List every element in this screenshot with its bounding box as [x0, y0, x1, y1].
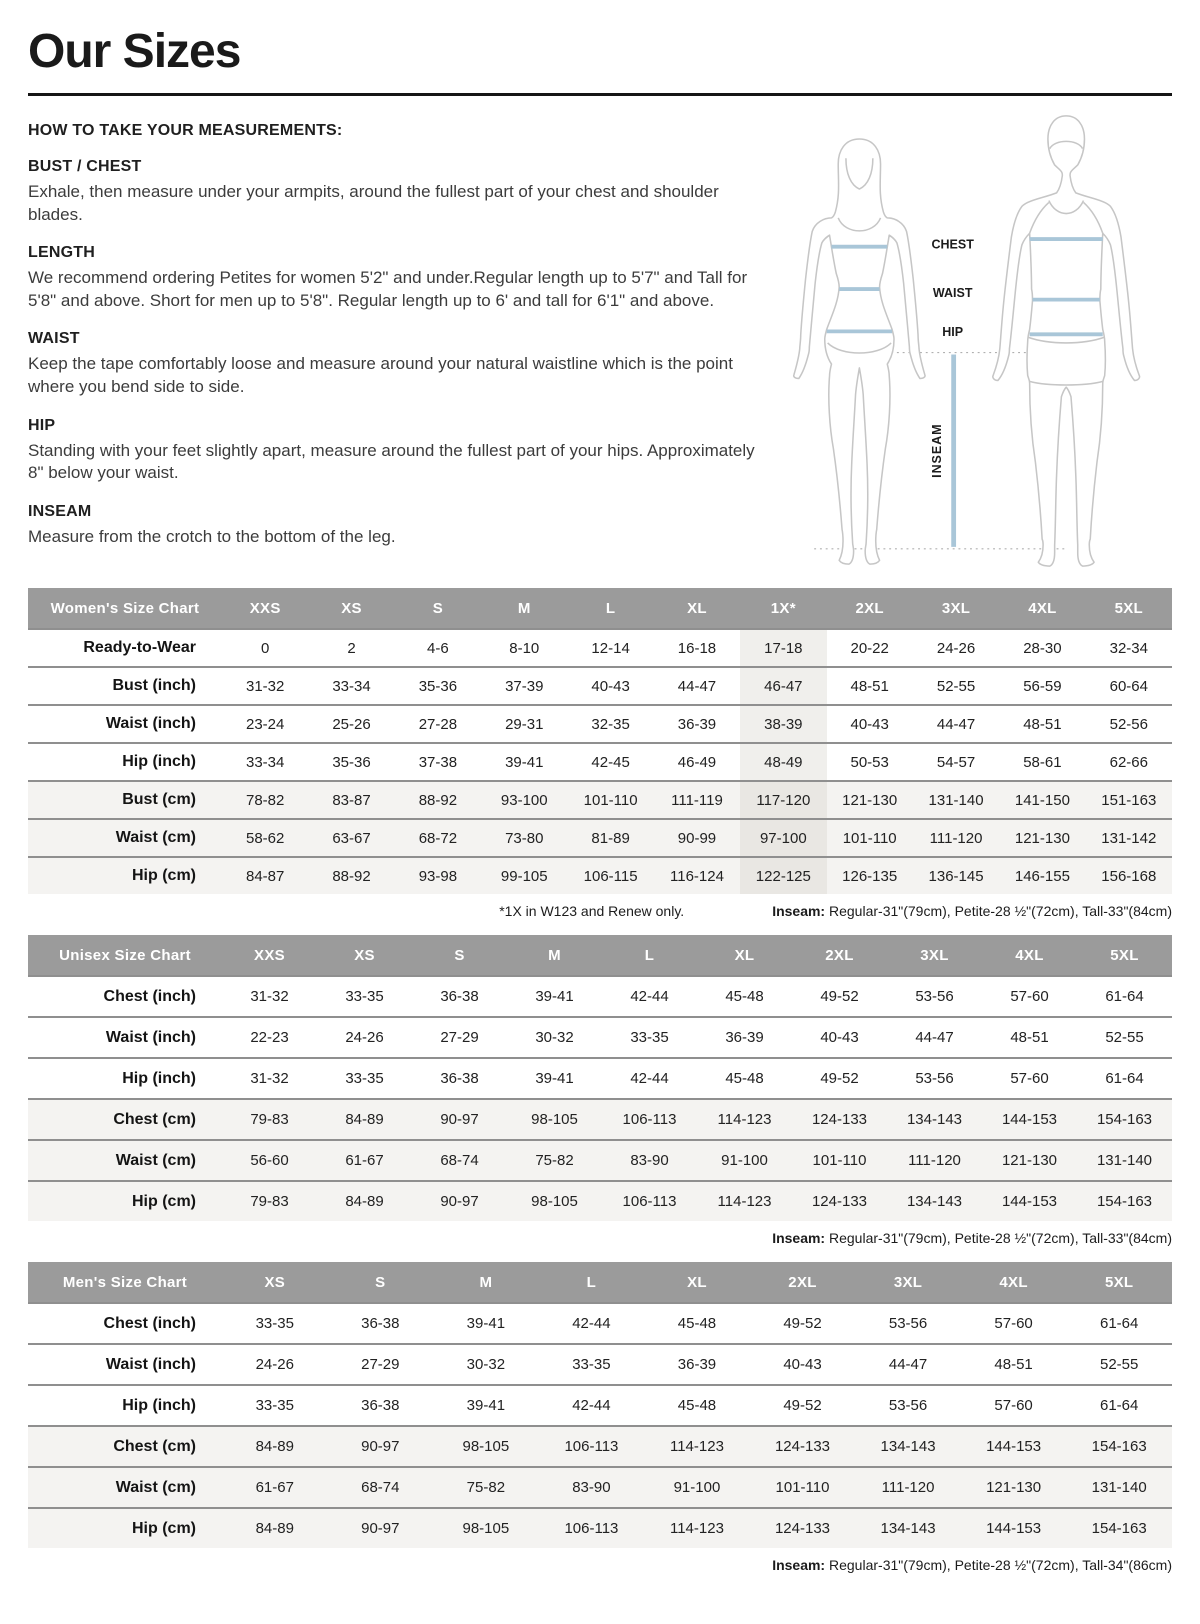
size-cell: 121-130	[999, 819, 1085, 857]
size-cell: 48-49	[740, 743, 826, 781]
row-label: Chest (inch)	[103, 1314, 196, 1332]
size-cell: 46-49	[677, 753, 717, 771]
size-column-header: XS	[308, 588, 394, 629]
size-cell: 111-120	[887, 1140, 982, 1181]
size-cell: 39-41	[535, 988, 574, 1005]
size-column-header: XS	[317, 935, 412, 976]
size-cell: 141-150	[999, 781, 1085, 819]
male-figure-outline	[993, 116, 1140, 566]
size-cell: 58-62	[222, 819, 308, 857]
size-cell: 93-100	[481, 781, 567, 819]
size-cell: 30-32	[466, 1356, 506, 1373]
row-label: Hip (inch)	[122, 753, 196, 770]
size-cell: 124-133	[750, 1426, 856, 1467]
section-title-length: LENGTH	[28, 244, 95, 262]
size-cell: 4-6	[427, 639, 449, 657]
size-cell: 2	[347, 639, 356, 657]
size-column-header: S	[395, 588, 481, 629]
size-cell: 101-110	[827, 819, 913, 857]
hip-label: HIP	[942, 325, 964, 340]
size-cell: 49-52	[783, 1397, 822, 1414]
size-cell: 24-26	[345, 1029, 384, 1046]
size-cell: 33-35	[345, 1070, 384, 1087]
section-body-waist: Keep the tape comfortably loose and measure around your natural waistline which is the point where you bend side to side.	[28, 354, 733, 397]
size-cell: 57-60	[994, 1315, 1033, 1332]
male-silhouette	[993, 116, 1140, 566]
table-row	[28, 857, 1172, 894]
size-cell: 131-142	[1086, 819, 1172, 857]
female-figure-outline	[794, 139, 925, 564]
size-cell: 88-92	[395, 781, 481, 819]
row-label: Chest (cm)	[28, 1099, 222, 1140]
size-cell: 136-145	[913, 857, 999, 894]
size-column-header: 2XL	[750, 1262, 856, 1303]
size-cell: 154-163	[1066, 1426, 1172, 1467]
size-cell: 37-39	[505, 677, 544, 695]
size-cell: 134-143	[855, 1426, 961, 1467]
size-cell: 40-43	[591, 677, 630, 695]
size-cell: 52-55	[936, 677, 976, 695]
size-column-header: L	[602, 935, 697, 976]
size-cell: 50-53	[850, 753, 889, 771]
size-cell: 33-35	[630, 1029, 669, 1046]
size-cell: 61-67	[222, 1467, 328, 1508]
size-cell: 61-64	[1100, 1315, 1139, 1332]
size-cell: 33-35	[345, 988, 384, 1005]
size-cell: 37-38	[418, 753, 458, 771]
size-cell: 44-47	[936, 715, 976, 733]
row-label: Hip (cm)	[28, 1508, 222, 1548]
size-cell: 31-32	[250, 988, 289, 1005]
size-cell: 154-163	[1077, 1181, 1172, 1221]
table-title: Unisex Size Chart	[28, 935, 222, 976]
size-cell: 88-92	[308, 857, 394, 894]
table-row	[28, 1099, 1172, 1140]
size-cell: 42-44	[630, 988, 669, 1005]
size-column-header: M	[481, 588, 567, 629]
size-cell: 42-44	[572, 1397, 611, 1414]
size-cell: 33-35	[255, 1397, 294, 1414]
section-body-inseam: Measure from the crotch to the bottom of the leg.	[28, 526, 396, 546]
table-row	[28, 781, 1172, 819]
size-column-header: 2XL	[792, 935, 887, 976]
table-row	[28, 976, 1172, 1017]
body-measurement-illustration	[768, 110, 1172, 572]
size-cell: 36-39	[677, 1356, 717, 1373]
size-cell: 25-26	[332, 715, 371, 733]
size-cell: 144-153	[982, 1181, 1077, 1221]
size-cell: 48-51	[1023, 715, 1062, 733]
size-column-header: 3XL	[887, 935, 982, 976]
size-cell: 98-105	[507, 1099, 602, 1140]
size-cell: 90-97	[412, 1099, 507, 1140]
table-row	[28, 1344, 1172, 1385]
row-label: Waist (inch)	[105, 1355, 196, 1373]
size-cell: 154-163	[1066, 1508, 1172, 1548]
section-title-inseam: INSEAM	[28, 502, 92, 520]
size-cell: 84-87	[222, 857, 308, 894]
size-cell: 116-124	[654, 857, 740, 894]
table-footnote: Inseam: Regular-31"(79cm), Petite-28 ½"(72cm), Tall-33"(84cm)	[772, 903, 1172, 919]
row-label: Hip (inch)	[122, 1069, 196, 1087]
size-cell: 42-45	[591, 753, 630, 771]
size-cell: 35-36	[332, 753, 371, 771]
unisex-chart-footnotes	[28, 1230, 1172, 1246]
size-cell: 36-38	[440, 1070, 479, 1087]
size-cell: 40-43	[820, 1029, 859, 1046]
size-cell: 17-18	[740, 629, 826, 667]
table-row	[28, 1058, 1172, 1099]
size-column-header: 5XL	[1077, 935, 1172, 976]
size-cell: 36-38	[440, 988, 479, 1005]
size-cell: 156-168	[1086, 857, 1172, 894]
size-cell: 32-35	[591, 715, 630, 733]
size-cell: 33-34	[332, 677, 371, 695]
row-label: Waist (inch)	[105, 1028, 196, 1046]
size-cell: 124-133	[792, 1181, 887, 1221]
size-cell: 44-47	[915, 1029, 954, 1046]
size-cell: 36-39	[677, 715, 717, 733]
size-column-header: XL	[697, 935, 792, 976]
size-cell: 53-56	[888, 1315, 928, 1332]
table-row	[28, 667, 1172, 705]
size-guide-page	[0, 24, 1200, 1573]
size-cell: 97-100	[740, 819, 826, 857]
table-row	[28, 705, 1172, 743]
size-cell: 79-83	[222, 1181, 317, 1221]
size-cell: 154-163	[1077, 1099, 1172, 1140]
size-cell: 39-41	[466, 1315, 506, 1332]
size-cell: 40-43	[783, 1356, 822, 1373]
size-cell: 38-39	[740, 705, 826, 743]
size-cell: 68-74	[328, 1467, 434, 1508]
size-column-header: 4XL	[999, 588, 1085, 629]
size-cell: 61-64	[1105, 1070, 1144, 1087]
size-column-header: 2XL	[827, 588, 913, 629]
size-cell: 44-47	[888, 1356, 928, 1373]
size-cell: 45-48	[677, 1397, 717, 1414]
size-cell: 111-119	[654, 781, 740, 819]
size-cell: 90-97	[412, 1181, 507, 1221]
size-column-header: M	[507, 935, 602, 976]
size-cell: 134-143	[855, 1508, 961, 1548]
size-cell: 24-26	[936, 639, 976, 657]
size-cell: 36-39	[725, 1029, 764, 1046]
size-cell: 134-143	[887, 1099, 982, 1140]
size-cell: 39-41	[466, 1397, 506, 1414]
size-cell: 62-66	[1109, 753, 1148, 771]
row-label: Hip (inch)	[122, 1396, 196, 1414]
size-cell: 57-60	[1010, 988, 1049, 1005]
table-row	[28, 629, 1172, 667]
size-cell: 48-51	[850, 677, 889, 695]
size-cell: 101-110	[792, 1140, 887, 1181]
size-column-header: S	[412, 935, 507, 976]
size-cell: 84-89	[222, 1426, 328, 1467]
size-cell: 101-110	[567, 781, 653, 819]
table-footnote: *1X in W123 and Renew only.	[499, 903, 685, 919]
row-label: Hip (cm)	[28, 1181, 222, 1221]
size-cell: 29-31	[505, 715, 544, 733]
size-cell: 117-120	[740, 781, 826, 819]
size-cell: 131-140	[913, 781, 999, 819]
size-cell: 36-38	[361, 1397, 400, 1414]
female-silhouette	[794, 139, 925, 564]
size-cell: 33-35	[255, 1315, 294, 1332]
table-row	[28, 1017, 1172, 1058]
size-cell: 27-29	[440, 1029, 479, 1046]
instructions-heading: HOW TO TAKE YOUR MEASUREMENTS:	[28, 122, 343, 139]
table-row	[28, 1467, 1172, 1508]
size-cell: 146-155	[999, 857, 1085, 894]
row-label: Ready-to-Wear	[83, 639, 196, 656]
size-cell: 12-14	[591, 639, 630, 657]
size-cell: 52-55	[1100, 1356, 1139, 1373]
page-title: Our Sizes	[28, 25, 241, 78]
size-cell: 44-47	[677, 677, 717, 695]
size-cell: 40-43	[850, 715, 889, 733]
size-cell: 0	[261, 639, 270, 657]
size-cell: 22-23	[250, 1029, 289, 1046]
measurement-diagram	[768, 108, 1172, 572]
size-column-header: 4XL	[982, 935, 1077, 976]
size-cell: 48-51	[994, 1356, 1033, 1373]
row-label: Chest (inch)	[103, 987, 196, 1005]
size-cell: 106-113	[539, 1426, 645, 1467]
size-cell: 114-123	[644, 1426, 750, 1467]
size-cell: 33-34	[245, 753, 285, 771]
size-cell: 52-55	[1105, 1029, 1144, 1046]
size-column-header: 3XL	[855, 1262, 961, 1303]
size-cell: 75-82	[433, 1467, 539, 1508]
size-cell: 39-41	[535, 1070, 574, 1087]
table-row	[28, 1181, 1172, 1221]
womens-chart-footnotes	[28, 903, 1172, 919]
size-cell: 49-52	[820, 1070, 859, 1087]
size-column-header: L	[567, 588, 653, 629]
measurement-instructions	[28, 108, 768, 550]
unisex-size-chart-table	[28, 935, 1172, 1221]
table-title: Men's Size Chart	[28, 1262, 222, 1303]
table-row	[28, 819, 1172, 857]
size-cell: 98-105	[433, 1508, 539, 1548]
size-cell: 75-82	[507, 1140, 602, 1181]
size-cell: 27-29	[361, 1356, 400, 1373]
size-cell: 45-48	[677, 1315, 717, 1332]
size-column-header: M	[433, 1262, 539, 1303]
size-column-header: 4XL	[961, 1262, 1067, 1303]
size-cell: 91-100	[697, 1140, 792, 1181]
size-cell: 106-113	[539, 1508, 645, 1548]
size-cell: 131-140	[1077, 1140, 1172, 1181]
size-cell: 144-153	[961, 1426, 1067, 1467]
size-cell: 20-22	[850, 639, 889, 657]
size-cell: 32-34	[1109, 639, 1148, 657]
size-cell: 121-130	[982, 1140, 1077, 1181]
size-cell: 144-153	[982, 1099, 1077, 1140]
size-cell: 114-123	[697, 1181, 792, 1221]
size-cell: 31-32	[250, 1070, 289, 1087]
size-column-header: 5XL	[1066, 1262, 1172, 1303]
size-cell: 53-56	[915, 988, 954, 1005]
size-cell: 121-130	[961, 1467, 1067, 1508]
size-cell: 84-89	[317, 1099, 412, 1140]
size-cell: 49-52	[783, 1315, 822, 1332]
size-cell: 53-56	[915, 1070, 954, 1087]
size-cell: 106-115	[567, 857, 653, 894]
table-row	[28, 1426, 1172, 1467]
size-column-header: XL	[654, 588, 740, 629]
table-row	[28, 1508, 1172, 1548]
size-cell: 45-48	[725, 988, 764, 1005]
size-cell: 54-57	[936, 753, 976, 771]
size-column-header: XXS	[222, 935, 317, 976]
size-column-header: XXS	[222, 588, 308, 629]
size-cell: 57-60	[994, 1397, 1033, 1414]
size-cell: 98-105	[507, 1181, 602, 1221]
size-cell: 90-99	[654, 819, 740, 857]
size-cell: 134-143	[887, 1181, 982, 1221]
table-row	[28, 1303, 1172, 1344]
size-cell: 53-56	[888, 1397, 928, 1414]
top-section	[28, 108, 1172, 572]
size-cell: 121-130	[827, 781, 913, 819]
size-cell: 101-110	[750, 1467, 856, 1508]
size-cell: 84-89	[222, 1508, 328, 1548]
size-cell: 68-74	[412, 1140, 507, 1181]
row-label: Hip (cm)	[28, 857, 222, 894]
row-label: Waist (inch)	[105, 715, 196, 732]
size-cell: 8-10	[509, 639, 540, 657]
size-cell: 83-90	[602, 1140, 697, 1181]
waist-label: WAIST	[932, 285, 973, 300]
size-cell: 39-41	[505, 753, 544, 771]
row-label: Waist (cm)	[28, 1467, 222, 1508]
size-cell: 131-140	[1066, 1467, 1172, 1508]
size-cell: 61-64	[1105, 988, 1144, 1005]
size-cell: 106-113	[602, 1099, 697, 1140]
size-cell: 36-38	[361, 1315, 400, 1332]
size-cell: 57-60	[1010, 1070, 1049, 1087]
size-cell: 61-67	[317, 1140, 412, 1181]
size-cell: 42-44	[572, 1315, 611, 1332]
size-cell: 79-83	[222, 1099, 317, 1140]
size-cell: 122-125	[740, 857, 826, 894]
size-cell: 27-28	[418, 715, 458, 733]
size-cell: 84-89	[317, 1181, 412, 1221]
size-cell: 58-61	[1023, 753, 1062, 771]
size-column-header: XS	[222, 1262, 328, 1303]
inseam-label: INSEAM	[930, 423, 945, 478]
table-row	[28, 1140, 1172, 1181]
size-cell: 151-163	[1086, 781, 1172, 819]
size-cell: 114-123	[644, 1508, 750, 1548]
size-column-header: 3XL	[913, 588, 999, 629]
size-cell: 56-59	[1023, 677, 1062, 695]
size-cell: 83-90	[539, 1467, 645, 1508]
size-cell: 23-24	[245, 715, 285, 733]
size-cell: 90-97	[328, 1508, 434, 1548]
size-cell: 114-123	[697, 1099, 792, 1140]
size-cell: 61-64	[1100, 1397, 1139, 1414]
size-cell: 90-97	[328, 1426, 434, 1467]
size-cell: 106-113	[602, 1181, 697, 1221]
size-cell: 124-133	[792, 1099, 887, 1140]
section-body-hip: Standing with your feet slightly apart, measure around the fullest part of your hips. Approximately 8" below your waist.	[28, 440, 755, 483]
size-cell: 33-35	[572, 1356, 611, 1373]
size-cell: 98-105	[433, 1426, 539, 1467]
row-label: Waist (cm)	[28, 1140, 222, 1181]
size-cell: 93-98	[395, 857, 481, 894]
size-column-header: 1X*	[740, 588, 826, 629]
size-column-header: 5XL	[1086, 588, 1172, 629]
size-cell: 52-56	[1109, 715, 1148, 733]
size-cell: 81-89	[567, 819, 653, 857]
row-label: Chest (cm)	[28, 1426, 222, 1467]
size-cell: 35-36	[418, 677, 458, 695]
size-cell: 24-26	[255, 1356, 294, 1373]
size-cell: 49-52	[820, 988, 859, 1005]
size-cell: 144-153	[961, 1508, 1067, 1548]
size-cell: 73-80	[481, 819, 567, 857]
size-cell: 63-67	[308, 819, 394, 857]
size-cell: 83-87	[308, 781, 394, 819]
size-cell: 111-120	[855, 1467, 961, 1508]
size-cell: 68-72	[395, 819, 481, 857]
size-cell: 60-64	[1109, 677, 1148, 695]
section-title-waist: WAIST	[28, 330, 80, 348]
mens-size-chart-table	[28, 1262, 1172, 1548]
section-title-hip: HIP	[28, 416, 56, 434]
chest-label: CHEST	[931, 237, 974, 252]
size-cell: 31-32	[245, 677, 285, 695]
size-cell: 30-32	[535, 1029, 574, 1046]
size-column-header: XL	[644, 1262, 750, 1303]
size-cell: 56-60	[222, 1140, 317, 1181]
table-footnote: Inseam: Regular-31"(79cm), Petite-28 ½"(72cm), Tall-33"(84cm)	[772, 1230, 1172, 1246]
row-label: Waist (cm)	[28, 819, 222, 857]
table-row	[28, 743, 1172, 781]
mens-chart-footnotes	[28, 1557, 1172, 1573]
size-cell: 28-30	[1023, 639, 1062, 657]
section-title-bust-chest: BUST / CHEST	[28, 158, 142, 175]
table-row	[28, 1385, 1172, 1426]
size-cell: 48-51	[1010, 1029, 1049, 1046]
size-cell: 126-135	[827, 857, 913, 894]
size-cell: 46-47	[740, 667, 826, 705]
table-title: Women's Size Chart	[28, 588, 222, 629]
womens-size-chart-table	[28, 588, 1172, 894]
row-label: Bust (inch)	[112, 677, 196, 694]
size-cell: 45-48	[725, 1070, 764, 1087]
section-body-bust-chest: Exhale, then measure under your armpits, around the fullest part of your chest and shoulder blades.	[28, 182, 719, 224]
size-cell: 111-120	[913, 819, 999, 857]
size-column-header: S	[328, 1262, 434, 1303]
size-cell: 16-18	[677, 639, 717, 657]
row-label: Bust (cm)	[28, 781, 222, 819]
section-body-length: We recommend ordering Petites for women 5'2" and under.Regular length up to 5'7" and Tall for 5'8" and above. Short for men up to 5'8". Regular length up to 6' and tall for 6'1" and above.	[28, 268, 748, 310]
size-cell: 42-44	[630, 1070, 669, 1087]
size-cell: 78-82	[222, 781, 308, 819]
size-cell: 124-133	[750, 1508, 856, 1548]
title-divider	[28, 93, 1172, 96]
size-cell: 91-100	[644, 1467, 750, 1508]
size-column-header: L	[539, 1262, 645, 1303]
table-footnote: Inseam: Regular-31"(79cm), Petite-28 ½"(72cm), Tall-34"(86cm)	[772, 1557, 1172, 1573]
size-cell: 99-105	[481, 857, 567, 894]
